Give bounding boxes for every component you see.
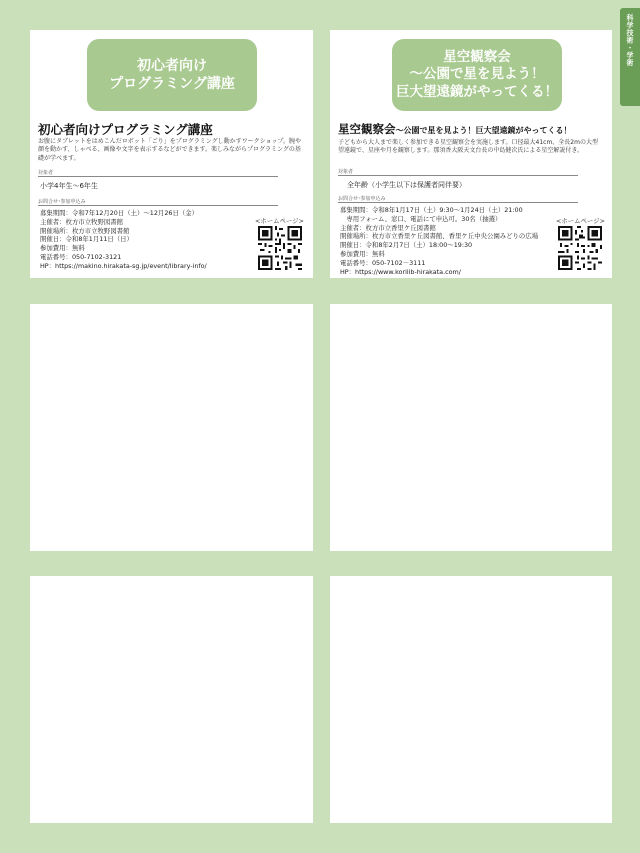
detail-line: 専用フォーム、窓口、電話にて申込可。30名（抽選）: [340, 214, 502, 223]
qr-code-icon[interactable]: [258, 226, 302, 270]
detail-line: 主催者：枚方市立香里ケ丘図書館: [340, 223, 436, 232]
event-title: 初心者向けプログラミング講座: [38, 122, 213, 137]
detail-line: 主催者：枚方市立牧野図書館: [40, 217, 124, 226]
homepage-link[interactable]: HP：https://makino.hirakata-sg.jp/event/library-info/: [40, 261, 207, 270]
empty-card: [30, 304, 313, 551]
qr-code-icon[interactable]: [558, 226, 602, 270]
detail-line: 開催場所：枚方市立香里ケ丘図書館、香里ケ丘中央公園みどりの広場: [340, 232, 539, 241]
detail-line: 募集期間：令和8年1月17日（土）9:30～1月24日（土）21:00: [340, 206, 523, 214]
event-details: [40, 209, 207, 271]
detail-line: 参加費用：無料: [40, 244, 85, 253]
detail-line: 開催日：令和8年2月7日（土）18:00～19:30: [340, 241, 473, 250]
target-value: 全年齢（小学生以下は保護者同伴要）: [347, 181, 466, 189]
empty-card: [330, 576, 612, 823]
homepage-label: <ホームページ>: [255, 217, 304, 225]
detail-line: 開催日：令和8年1月11日（日）: [40, 235, 133, 244]
target-value: 小学4年生～6年生: [40, 182, 98, 190]
empty-card: [330, 304, 612, 551]
detail-line: 電話番号：050-7102-3121: [40, 253, 122, 262]
contact-label: お問合せ･参加申込み: [338, 195, 578, 203]
event-description: お腹にタブレットをはめこんだロボット「ごり」をプログラミングし動かすワークショップ。腕や顔を動かす、しゃべる、画像や文字を表示するなどができます。楽しみながらプログラミングの基礎が学べます。: [38, 138, 301, 162]
contact-label: お問合せ･参加申込み: [38, 198, 278, 206]
detail-line: 開催場所：枚方市立牧野図書館: [40, 226, 130, 235]
event-title: 星空観察会～公園で星を見よう！巨大望遠鏡がやってくる！: [338, 122, 572, 136]
event-card-stargazing: [330, 30, 612, 278]
event-details: [340, 206, 538, 277]
target-label: 対象者: [38, 169, 278, 177]
event-badge: 星空観察会 ～公園で星を見よう！ 巨大望遠鏡がやってくる！: [392, 39, 562, 111]
homepage-link[interactable]: HP：https://www.korilib-hirakata.com/: [340, 267, 461, 276]
target-label: 対象者: [338, 168, 578, 176]
detail-line: 電話番号：050-7102－3111: [340, 258, 426, 267]
empty-card: [30, 576, 313, 823]
homepage-label: <ホームページ>: [556, 217, 605, 225]
detail-line: 参加費用：無料: [340, 250, 385, 259]
event-badge: 初心者向け プログラミング講座: [87, 39, 257, 111]
detail-line: 募集期間：令和7年12月20日（土）～12月26日（金）: [40, 209, 199, 217]
category-side-tab[interactable]: 科学技術・学術: [620, 8, 640, 106]
event-card-programming: [30, 30, 313, 278]
event-description: 子どもから大人まで楽しく参加できる星空観察会を実施します。口径最大41cm、全長2mの大型望遠鏡で、星座や月を観察します。那須香大阪天文台長の中島健次氏による星空解説付き。: [338, 139, 598, 155]
